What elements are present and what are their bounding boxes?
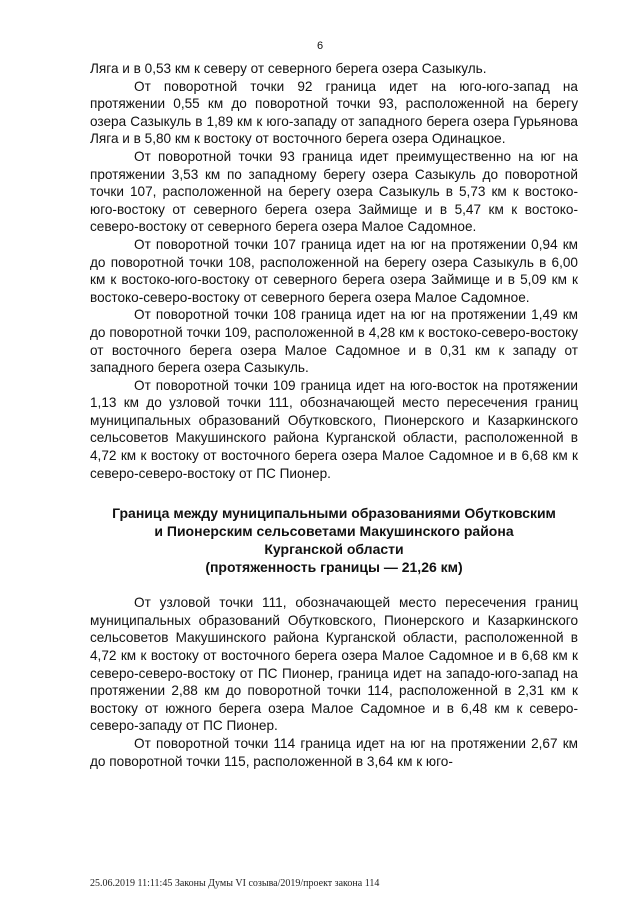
paragraph: От поворотной точки 114 граница идет на юг на протяжении 2,67 км до поворотной точки 115, расположенной в 3,64 км к юго-	[90, 736, 578, 769]
paragraph: От поворотной точки 109 граница идет на юго-восток на протяжении 1,13 км до узловой точки 111, обозначающей место пересечения границ муниципальных образований Обутковского, Пионерского и Казаркинского сельсоветов Макушинского района Курганской области, расположенной в 4,72 км к востоку от восточного берега озера Малое Садомное и в 6,68 км к северо-северо-востоку от ПС Пионер.	[90, 377, 578, 481]
paragraph: От поворотной точки 92 граница идет на юго-юго-запад на протяжении 0,55 км до поворотной точки 93, расположенной на берегу озера Сазыкуль в 1,89 км к юго-западу от западного берега озера Гурьянова Ляга и в 5,80 км к востоку от восточного берега озера Одинацкое.	[90, 78, 578, 147]
heading-line: и Пионерским сельсоветами Макушинского района	[154, 523, 514, 540]
document-body	[90, 60, 578, 770]
heading-length: (протяженность границы — 21,26 км)	[205, 559, 463, 576]
paragraph: От узловой точки 111, обозначающей место пересечения границ муниципальных образований Обутковского, Пионерского и Казаркинского сельсоветов Макушинского района Курганской области, расположенной в 4,72 км к востоку от восточного берега озера Малое Садомное и в 6,68 км к северо-северо-востоку от ПС Пионер, граница идет на западо-юго-запад на протяжении 2,88 км до поворотной точки 114, расположенной в 2,31 км к востоку от южного берега озера Малое Садомное и в 6,48 км к северо-северо-западу от ПС Пионер.	[90, 595, 578, 734]
section-heading	[90, 504, 578, 576]
footer-stamp: 25.06.2019 11:11:45 Законы Думы VI созыва/2019/проект закона 114	[90, 878, 380, 889]
heading-line: Курганской области	[264, 541, 404, 558]
page-number: 6	[316, 40, 324, 52]
paragraph: От поворотной точки 108 граница идет на юг на протяжении 1,49 км до поворотной точки 109, расположенной в 4,28 км к востоко-северо-востоку от восточного берега озера Малое Садомное и в 0,31 км к западу от западного берега озера Сазыкуль.	[90, 307, 578, 376]
paragraph: Ляга и в 0,53 км к северу от северного берега озера Сазыкуль.	[90, 61, 487, 76]
heading-line: Граница между муниципальными образованиями Обутковским	[112, 505, 556, 522]
paragraph: От поворотной точки 107 граница идет на юг на протяжении 0,94 км до поворотной точки 108, расположенной на берегу озера Сазыкуль в 6,00 км к востоко-юго-востоку от северного берега озера Займище и в 5,09 км к востоко-северо-востоку от северного берега озера Малое Садомное.	[90, 236, 578, 305]
paragraph: От поворотной точки 93 граница идет преимущественно на юг на протяжении 3,53 км по западному берегу озера Сазыкуль до поворотной точки 107, расположенной на берегу озера Сазыкуль в 5,73 км к востоко-юго-востоку от северного берега озера Займище и в 5,47 км к востоко-северо-востоку от северного берега озера Малое Садомное.	[90, 148, 578, 235]
